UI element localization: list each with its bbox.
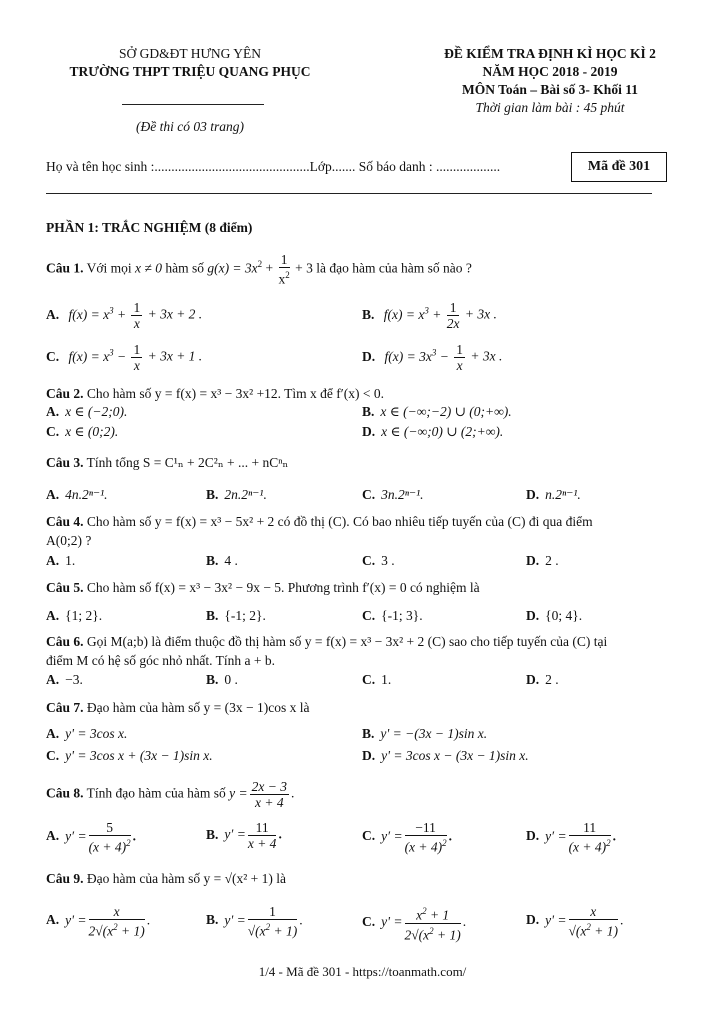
option-letter: A. — [46, 306, 60, 322]
q1-option-d: D. $f(x) = 3x^3$ − $\frac{1}{x}$ + 3x . — [362, 342, 503, 373]
option-value: 4n.2ⁿ⁻¹. — [65, 487, 108, 502]
exam-code-box: Mã đề 301 — [571, 152, 667, 182]
option-value: y' = 3cos x. — [65, 726, 128, 741]
option-letter: B. — [206, 826, 219, 842]
option-value: y' = 3cos x + (3x − 1)sin x. — [65, 748, 213, 763]
option-letter: C. — [46, 748, 60, 763]
option-letter: A. — [46, 553, 60, 568]
question-label: Câu 3. — [46, 455, 84, 470]
question-label: Câu 4. — [46, 514, 84, 529]
q9-option-a: A. y' = $\frac{x}{2√(x^2 + 1)}$ . — [46, 904, 151, 939]
q4-option-b — [206, 553, 238, 569]
option-letter: D. — [362, 424, 376, 439]
question-label: Câu 2. — [46, 386, 84, 401]
option-letter: B. — [206, 672, 219, 687]
question-label: Câu 8. — [46, 785, 84, 801]
question-text: Tính đạo hàm của hàm số — [86, 785, 226, 801]
question-text: Đạo hàm của hàm số y = (3x − 1)cos x là — [86, 700, 310, 715]
option-letter: D. — [526, 828, 540, 844]
q2-option-d — [362, 424, 503, 440]
option-letter: D. — [526, 912, 540, 928]
q5-option-a — [46, 608, 102, 624]
option-value: x ∈ (0;2). — [65, 424, 119, 439]
school-year: NĂM HỌC 2018 - 2019 — [482, 64, 618, 79]
option-letter: C. — [362, 608, 376, 623]
option-value: {-1; 2}. — [224, 608, 266, 623]
q5-option-c — [362, 608, 423, 624]
q-text: hàm số — [165, 260, 204, 276]
option-letter: B. — [362, 726, 375, 741]
question-3 — [46, 455, 288, 471]
option-value: x ∈ (−∞;−2) ∪ (0;+∞). — [380, 404, 512, 419]
q7-option-d — [362, 748, 529, 764]
option-letter: C. — [362, 828, 376, 844]
q-math: g(x) = 3x — [207, 260, 258, 276]
option-value: 4 . — [224, 553, 238, 568]
option-value: 1. — [65, 553, 76, 568]
option-letter: C. — [46, 348, 60, 364]
option-letter: D. — [526, 553, 540, 568]
q4-option-d — [526, 553, 559, 569]
q6-option-d — [526, 672, 559, 688]
question-4 — [46, 514, 593, 530]
question-text: Đạo hàm của hàm số y = √(x² + 1) là — [86, 871, 287, 886]
exam-title: ĐỀ KIỂM TRA ĐỊNH KÌ HỌC KÌ 2 — [444, 46, 656, 61]
option-letter: C. — [362, 914, 376, 930]
question-text: Cho hàm số y = f(x) = x³ − 5x² + 2 có đồ thị (C). Có bao nhiêu tiếp tuyến của (C) đi qua điểm — [86, 514, 593, 529]
q1-option-b: B. $f(x) = x^3$ + $\frac{1}{2x}$ + 3x . — [362, 300, 497, 331]
option-letter: A. — [46, 672, 60, 687]
q3-option-d — [526, 487, 581, 503]
q-text: Với mọi — [86, 260, 132, 276]
q1-option-c: C. $f(x) = x^3$ − $\frac{1}{x}$ + 3x + 1 . — [46, 342, 203, 373]
q3-option-c — [362, 487, 424, 503]
q2-option-c — [46, 424, 118, 440]
section-title: PHẦN 1: TRẮC NGHIỆM (8 điểm) — [46, 220, 253, 235]
question-text: Cho hàm số y = f(x) = x³ − 3x² +12. Tìm x để f′(x) < 0. — [86, 386, 384, 401]
question-1: Câu 1. Với mọi x ≠ 0 hàm số $g(x) = 3x^2$ + $\frac{1}{x^2}$ + 3 là đạo hàm của hàm số nào ? — [46, 252, 472, 287]
question-label: Câu 9. — [46, 871, 84, 886]
q9-option-c: C. y' = $\frac{x^2 + 1}{2√(x^2 + 1)}$ . — [362, 906, 467, 942]
q4-option-c — [362, 553, 395, 569]
option-value: 1. — [381, 672, 392, 687]
question-5 — [46, 580, 480, 596]
option-letter: A. — [46, 912, 60, 928]
question-label: Câu 7. — [46, 700, 84, 715]
option-letter: A. — [46, 608, 60, 623]
q1-option-a: A. $f(x) = x^3$ + $\frac{1}{x}$ + 3x + 2 . — [46, 300, 203, 331]
question-6-cont: điểm M có hệ số góc nhỏ nhất. Tính a + b. — [46, 653, 275, 668]
q-math: x ≠ 0 — [135, 260, 162, 276]
option-letter: D. — [362, 348, 376, 364]
option-letter: C. — [362, 553, 376, 568]
q7-option-a — [46, 726, 127, 742]
department-name: SỞ GD&ĐT HƯNG YÊN — [118, 46, 262, 61]
option-value: {0; 4}. — [545, 608, 583, 623]
question-4-cont: A(0;2) ? — [46, 533, 92, 548]
option-value: 2 . — [545, 672, 559, 687]
option-letter: A. — [46, 487, 60, 502]
question-text: Cho hàm số f(x) = x³ − 3x² − 9x − 5. Phương trình f′(x) = 0 có nghiệm là — [86, 580, 480, 595]
option-letter: D. — [526, 487, 540, 502]
option-letter: A. — [46, 404, 60, 419]
time-line: Thời gian làm bài : 45 phút — [475, 100, 625, 115]
q5-option-b — [206, 608, 266, 624]
option-letter: B. — [206, 487, 219, 502]
info-divider — [46, 193, 652, 194]
q-text: + 3 là đạo hàm của hàm số nào ? — [295, 260, 472, 276]
question-7 — [46, 700, 309, 716]
q8-option-b: B. y′ = $\frac{11}{x + 4}$ . — [206, 820, 282, 851]
school-name: TRƯỜNG THPT TRIỆU QUANG PHỤC — [69, 64, 311, 79]
q6-option-c — [362, 672, 391, 688]
option-letter: B. — [362, 404, 375, 419]
q8-option-c: C. y′ = $\frac{-11}{(x + 4)^2}$ . — [362, 820, 453, 855]
option-value: 3n.2ⁿ⁻¹. — [381, 487, 424, 502]
question-9 — [46, 871, 286, 887]
question-2 — [46, 386, 384, 402]
question-6 — [46, 634, 607, 650]
option-value: n.2ⁿ⁻¹. — [545, 487, 581, 502]
question-label: Câu 6. — [46, 634, 84, 649]
question-text: Tính tổng S = C¹ₙ + 2C²ₙ + ... + nCⁿₙ — [86, 455, 289, 470]
q9-option-d: D. y' = $\frac{x}{√(x^2 + 1)}$ . — [526, 904, 624, 939]
q7-option-b — [362, 726, 487, 742]
option-letter: B. — [206, 553, 219, 568]
q8-option-d: D. y′ = $\frac{11}{(x + 4)^2}$ . — [526, 820, 617, 855]
header-divider — [122, 104, 264, 105]
option-letter: C. — [46, 424, 60, 439]
option-letter: C. — [362, 672, 376, 687]
option-value: −3. — [65, 672, 83, 687]
subject-line: MÔN Toán – Bài số 3- Khối 11 — [462, 82, 638, 97]
option-value: 2n.2ⁿ⁻¹. — [224, 487, 267, 502]
question-8: Câu 8. Tính đạo hàm của hàm số y = $\frac{2x - 3}{x + 4}$ . — [46, 779, 295, 810]
option-value: 3 . — [381, 553, 395, 568]
question-label: Câu 5. — [46, 580, 84, 595]
student-info-line: Họ và tên học sinh :..............................................Lớp....... Số báo danh : ................... — [46, 159, 501, 174]
q4-option-a — [46, 553, 75, 569]
q7-option-c — [46, 748, 213, 764]
option-letter: A. — [46, 726, 60, 741]
q5-option-d — [526, 608, 582, 624]
option-value: x ∈ (−2;0). — [65, 404, 128, 419]
option-letter: D. — [526, 608, 540, 623]
option-value: {-1; 3}. — [381, 608, 423, 623]
option-value: 2 . — [545, 553, 559, 568]
option-letter: B. — [206, 608, 219, 623]
option-letter: A. — [46, 828, 60, 844]
q8-option-a: A. y′ = $\frac{5}{(x + 4)^2}$ . — [46, 820, 137, 855]
page-footer: 1/4 - Mã đề 301 - https://toanmath.com/ — [258, 964, 467, 979]
option-value: y' = 3cos x − (3x − 1)sin x. — [381, 748, 529, 763]
option-value: {1; 2}. — [65, 608, 103, 623]
option-value: y' = −(3x − 1)sin x. — [380, 726, 488, 741]
q6-option-b — [206, 672, 238, 688]
option-letter: B. — [362, 306, 375, 322]
q2-option-b — [362, 404, 512, 420]
q2-option-a — [46, 404, 127, 420]
q3-option-a — [46, 487, 108, 503]
option-letter: B. — [206, 912, 219, 928]
fraction: $\frac{1}{x^2}$ — [278, 252, 290, 287]
q9-option-b: B. y' = $\frac{1}{√(x^2 + 1)}$ . — [206, 904, 303, 939]
question-label: Câu 1. — [46, 260, 84, 276]
option-letter: D. — [526, 672, 540, 687]
option-value: x ∈ (−∞;0) ∪ (2;+∞). — [381, 424, 504, 439]
question-text: Gọi M(a;b) là điểm thuộc đồ thị hàm số y = f(x) = x³ − 3x² + 2 (C) sao cho tiếp tuyến của (C) tại — [86, 634, 608, 649]
option-value: 0 . — [224, 672, 238, 687]
q3-option-b — [206, 487, 267, 503]
q6-option-a — [46, 672, 83, 688]
pages-note: (Đề thi có 03 trang) — [136, 119, 244, 134]
option-letter: C. — [362, 487, 376, 502]
option-letter: D. — [362, 748, 376, 763]
